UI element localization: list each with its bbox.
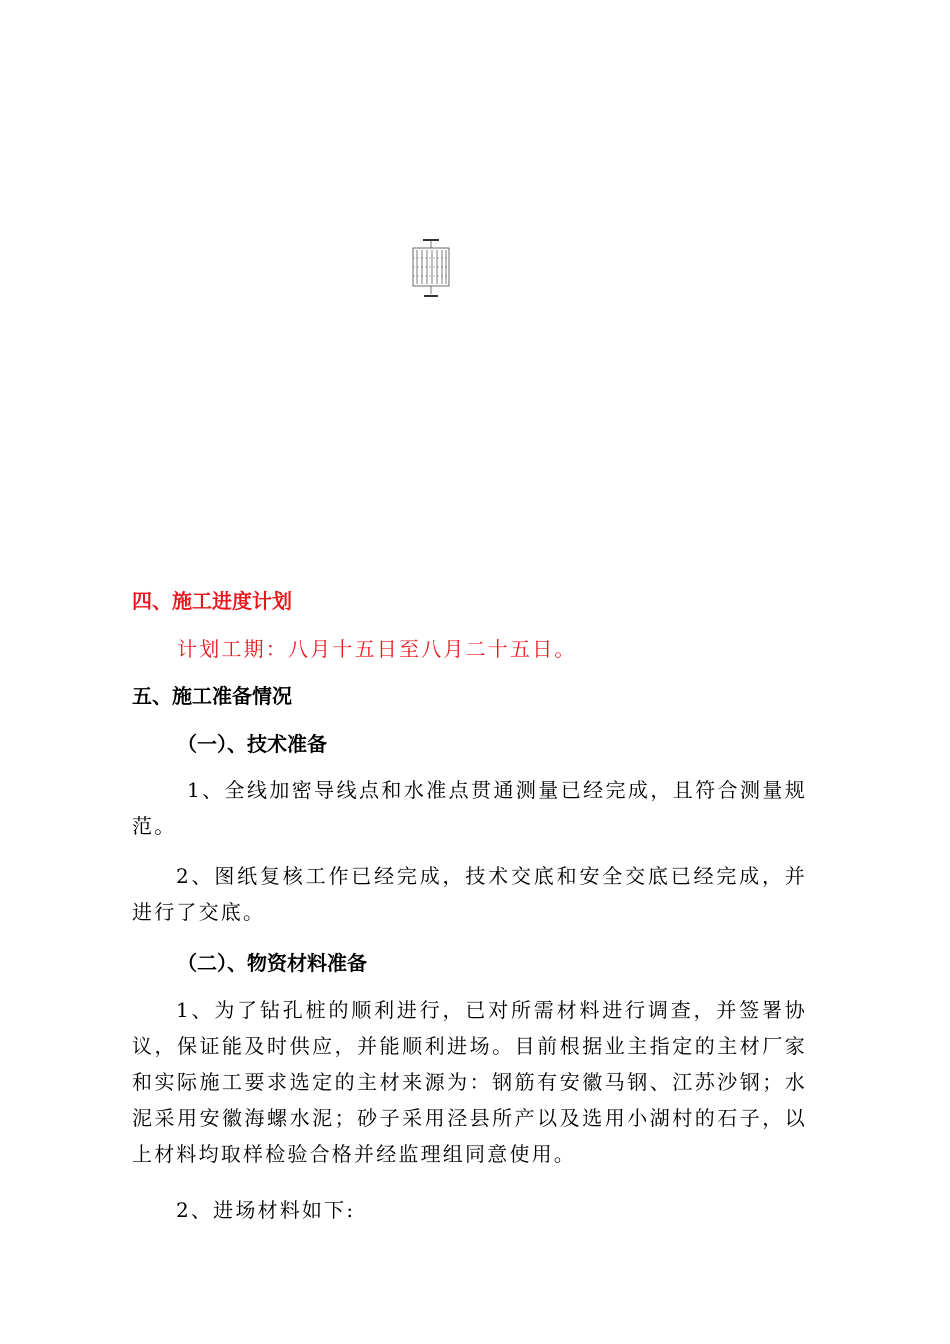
- technical-paragraph-1: 1、全线加密导线点和水准点贯通测量已经完成，且符合测量规范。: [132, 778, 807, 838]
- technical-paragraph-2: 2、图纸复核工作已经完成，技术交底和安全交底已经完成，并进行了交底。: [132, 864, 807, 924]
- materials-paragraph-2: 2、进场材料如下:: [176, 1198, 356, 1222]
- column-drawing-icon: [407, 238, 455, 300]
- subsection-materials-title: （二）、物资材料准备: [177, 951, 367, 975]
- section-5-title: 五、施工准备情况: [132, 684, 292, 708]
- schedule-text: 计划工期：八月十五日至八月二十五日。: [177, 637, 577, 661]
- subsection-technical-title: （一）、技术准备: [177, 732, 327, 756]
- materials-paragraph-1: 1、为了钻孔桩的顺利进行，已对所需材料进行调查，并签署协议，保证能及时供应，并能顺利进场。目前根据业主指定的主材厂家和实际施工要求选定的主材来源为：钢筋有安徽马钢、江苏沙钢；水泥采用安徽海螺水泥；砂子采用泾县所产以及选用小湖村的石子，以上材料均取样检验合格并经监理组同意使用。: [132, 998, 807, 1166]
- section-4-title: 四、施工进度计划: [132, 589, 292, 613]
